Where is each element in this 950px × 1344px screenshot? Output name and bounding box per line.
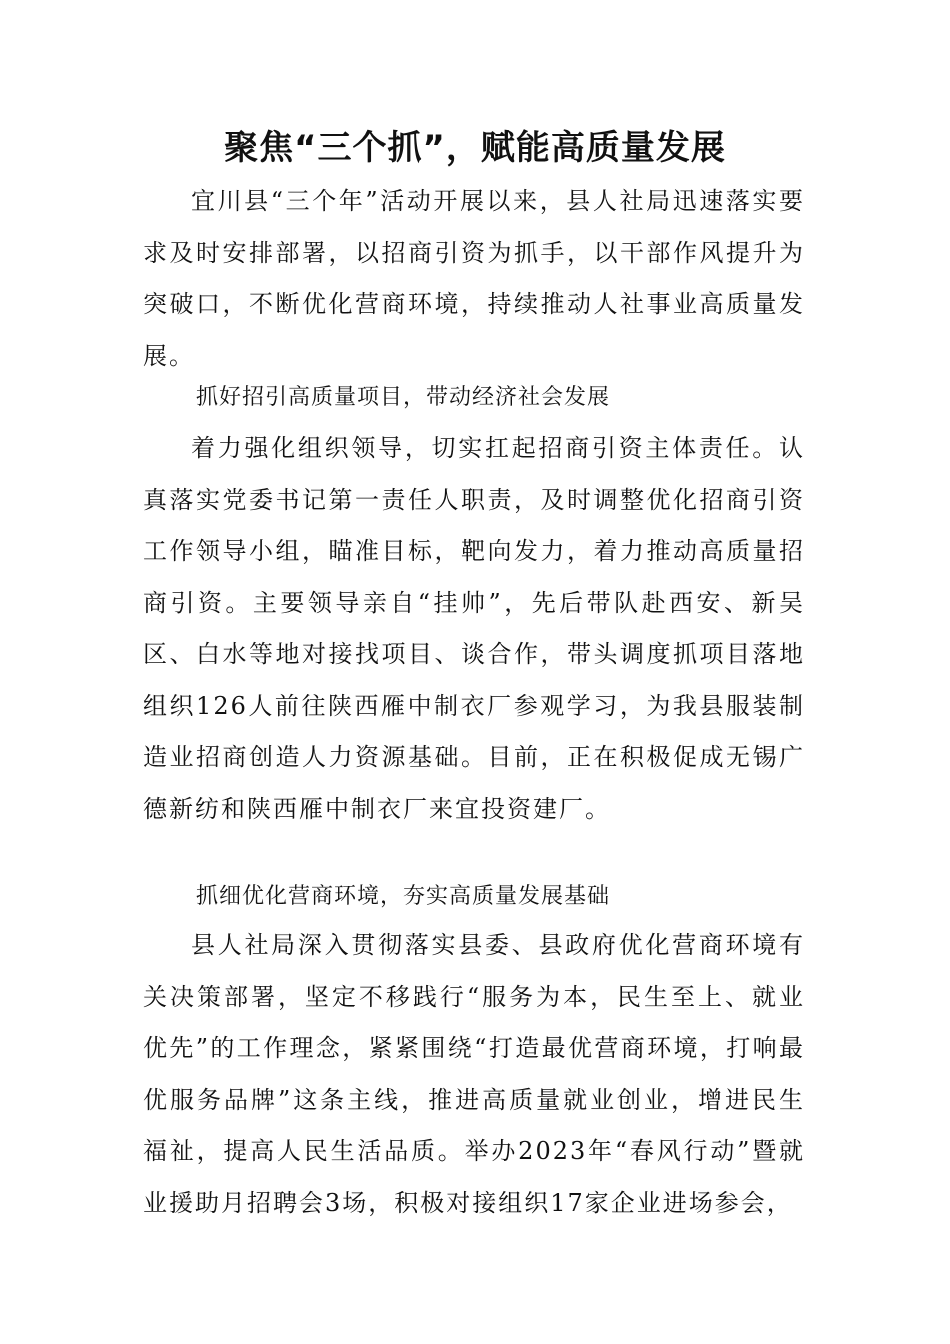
section-1-heading: 抓好招引高质量项目，带动经济社会发展 — [196, 385, 611, 410]
intro-paragraph: 宜川县“三个年”活动开展以来，县人社局迅速落实要求及时安排部署，以招商引资为抓手，以干部作风提升为突破口，不断优化营商环境，持续推动人社事业高质量发展。 — [143, 187, 805, 370]
section-2-heading: 抓细优化营商环境，夯实高质量发展基础 — [196, 884, 611, 909]
section-2-paragraph: 县人社局深入贯彻落实县委、县政府优化营商环境有关决策部署，坚定不移践行“服务为本，民生至上、就业优先”的工作理念，紧紧围绕“打造最优营商环境，打响最优服务品牌”这条主线，推进高质量就业创业，增进民生福祉，提高人民生活品质。举办2023年“春风行动”暨就业援助月招聘会3场，积极对接组织17家企业进场参会， — [143, 931, 805, 1217]
section-1-paragraph: 着力强化组织领导，切实扛起招商引资主体责任。认真落实党委书记第一责任人职责，及时调整优化招商引资工作领导小组，瞄准目标，靶向发力，着力推动高质量招商引资。主要领导亲自“挂帅”，先后带队赴西安、新吴区、白水等地对接找项目、谈合作，带头调度抓项目落地组织126人前往陕西雁中制衣厂参观学习，为我县服装制造业招商创造人力资源基础。目前，正在积极促成无锡广德新纺和陕西雁中制衣厂来宜投资建厂。 — [143, 434, 805, 823]
document-title: 聚焦“三个抓”，赋能高质量发展 — [224, 128, 726, 168]
